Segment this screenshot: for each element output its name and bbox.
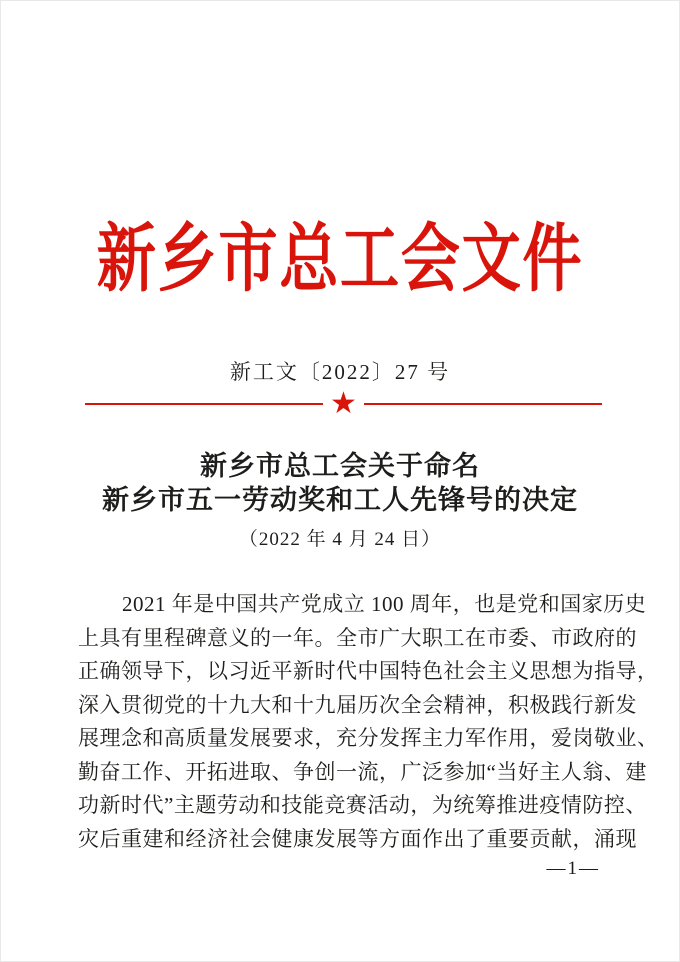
body-paragraph: [78, 588, 659, 856]
body-line: 2021 年是中国共产党成立 100 周年，也是党和国家历史: [122, 592, 647, 616]
red-divider: [85, 386, 602, 421]
red-divider-line-left: [85, 403, 323, 405]
body-line: 正确领导下，以习近平新时代中国特色社会主义思想为指导，: [78, 659, 659, 683]
document-date: （2022 年 4 月 24 日）: [238, 529, 442, 550]
document-title: [0, 449, 680, 517]
body-line: 灾后重建和经济社会健康发展等方面作出了重要贡献，涌现: [78, 826, 637, 851]
body-line: 功新时代”主题劳动和技能竞赛活动，为统筹推进疫情防控、: [78, 793, 647, 817]
document-title-line2: 新乡市五一劳动奖和工人先锋号的决定: [102, 485, 578, 515]
document-title-line1: 新乡市总工会关于命名: [200, 451, 480, 481]
page-number: —1—: [546, 858, 600, 879]
agency-header-title: 新乡市总工会文件: [96, 219, 584, 301]
red-star-icon: ★: [330, 386, 357, 421]
body-line: 展理念和高质量发展要求，充分发挥主力军作用，爱岗敬业、: [78, 726, 659, 750]
document-number: 新工文〔2022〕27 号: [229, 360, 451, 384]
body-line: 上具有里程碑意义的一年。全市广大职工在市委、市政府的: [78, 625, 637, 650]
red-divider-line-right: [364, 403, 602, 405]
body-line: 深入贯彻党的十九大和十九届历次全会精神，积极践行新发: [78, 692, 637, 717]
body-line: 勤奋工作、开拓进取、争创一流，广泛参加“当好主人翁、建: [78, 759, 647, 784]
